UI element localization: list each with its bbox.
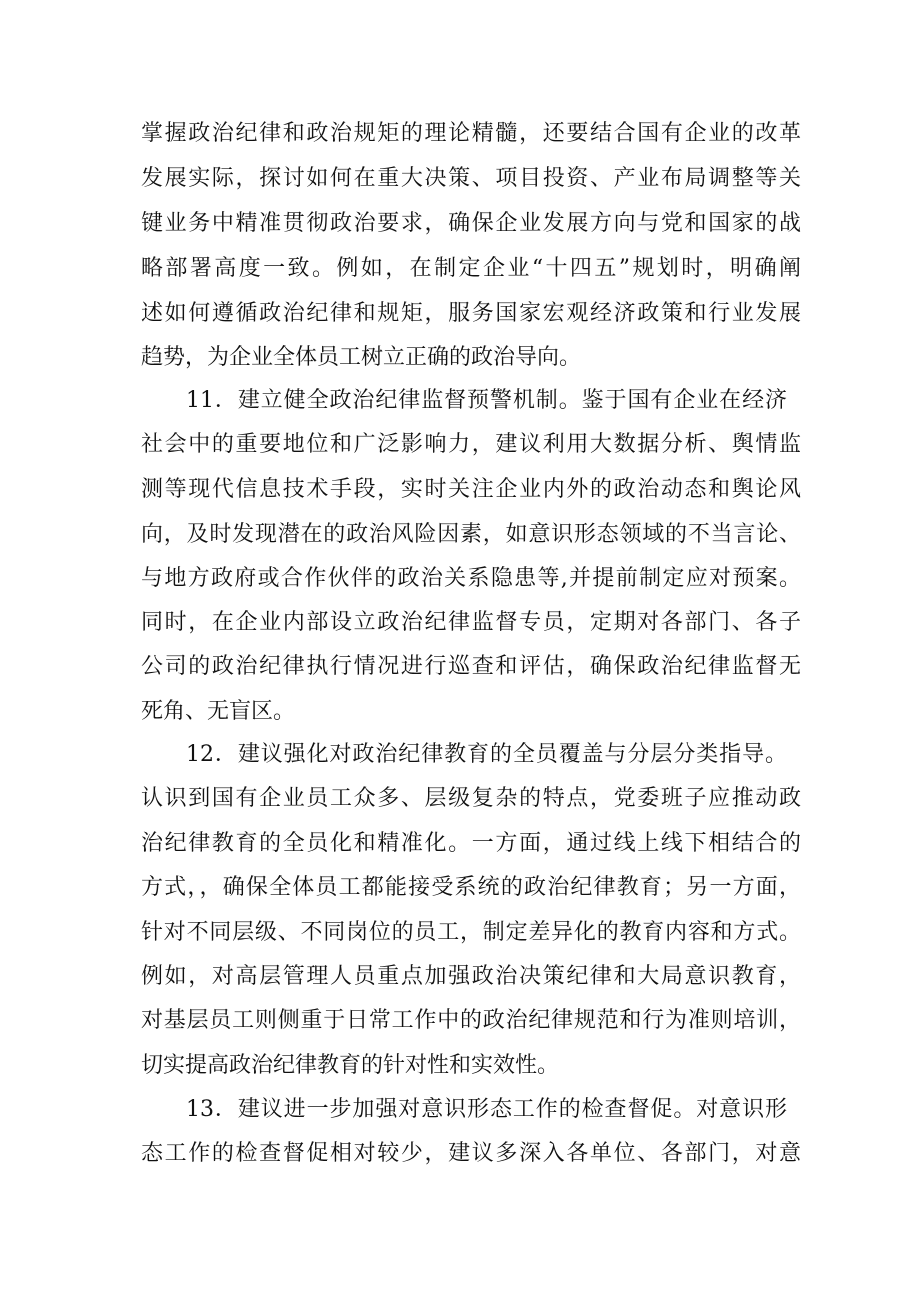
paragraph-line: 态工作的检查督促相对较少，建议多深入各单位、各部门，对意 bbox=[141, 1141, 801, 1166]
paragraph-line: 键业务中精准贯彻政治要求，确保企业发展方向与党和国家的战 bbox=[141, 211, 801, 236]
paragraph-line: 发展实际，探讨如何在重大决策、项目投资、产业布局调整等关 bbox=[141, 166, 801, 191]
paragraph-line: 切实提高政治纪律教育的针对性和实效性。 bbox=[141, 1053, 560, 1078]
paragraph-line: 测等现代信息技术手段，实时关注企业内外的政治动态和舆论风 bbox=[141, 477, 801, 502]
paragraph-line: 公司的政治纪律执行情况进行巡查和评估，确保政治纪律监督无 bbox=[141, 654, 801, 679]
paragraph-line: 例如，对高层管理人员重点加强政治决策纪律和大局意识教育， bbox=[141, 964, 801, 989]
paragraph-line: 针对不同层级、不同岗位的员工，制定差异化的教育内容和方式。 bbox=[141, 920, 801, 945]
paragraph-line: 对基层员工则侧重于日常工作中的政治纪律规范和行为准则培训， bbox=[141, 1008, 801, 1033]
item-13-heading-line: 13．建议进一步加强对意识形态工作的检查督促。对意识形 bbox=[186, 1097, 787, 1122]
paragraph-line: 死角、无盲区。 bbox=[141, 699, 296, 724]
paragraph-line: 略部署高度一致。例如，在制定企业“十四五”规划时，明确阐 bbox=[141, 256, 801, 281]
paragraph-line: 方式，，确保全体员工都能接受系统的政治纪律教育；另一方面， bbox=[141, 875, 801, 900]
paragraph-line: 认识到国有企业员工众多、层级复杂的特点，党委班子应推动政 bbox=[141, 786, 801, 811]
paragraph-line: 述如何遵循政治纪律和规矩，服务国家宏观经济政策和行业发展 bbox=[141, 301, 801, 326]
paragraph-line: 社会中的重要地位和广泛影响力，建议利用大数据分析、舆情监 bbox=[141, 432, 801, 457]
paragraph-line: 治纪律教育的全员化和精准化。一方面，通过线上线下相结合的 bbox=[141, 831, 801, 856]
paragraph-line: 同时，在企业内部设立政治纪律监督专员，定期对各部门、各子 bbox=[141, 610, 801, 635]
paragraph-line: 向，及时发现潜在的政治风险因素，如意识形态领域的不当言论、 bbox=[141, 522, 801, 547]
paragraph-line: 与地方政府或合作伙伴的政治关系隐患等,并提前制定应对预案。 bbox=[141, 566, 801, 591]
paragraph-line: 掌握政治纪律和政治规矩的理论精髓，还要结合国有企业的改革 bbox=[141, 121, 801, 146]
paragraph-line: 趋势，为企业全体员工树立正确的政治导向。 bbox=[141, 345, 582, 370]
item-12-heading-line: 12．建议强化对政治纪律教育的全员覆盖与分层分类指导。 bbox=[186, 742, 787, 767]
item-11-heading-line: 11．建立健全政治纪律监督预警机制。鉴于国有企业在经济 bbox=[186, 388, 787, 413]
